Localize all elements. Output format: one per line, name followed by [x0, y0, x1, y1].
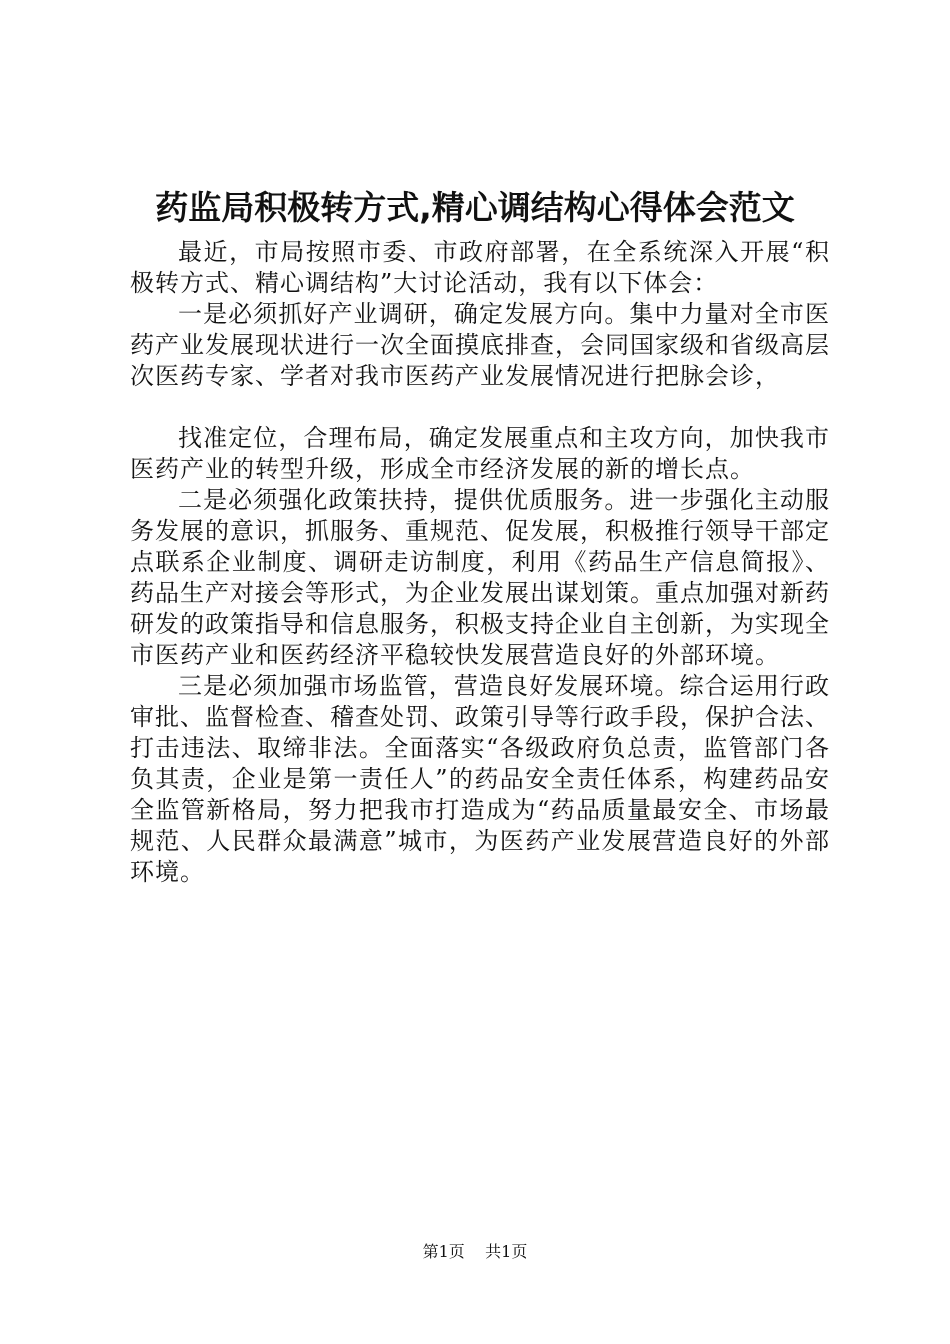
paragraph-point-one-continued: 找准定位，合理布局，确定发展重点和主攻方向，加快我市医药产业的转型升级，形成全市经济发展的新的增长点。 — [130, 424, 830, 483]
page-number-current: 第1页 — [422, 1242, 465, 1261]
document-title: 药监局积极转方式,精心调结构心得体会范文 — [155, 188, 795, 227]
paragraph-point-one: 一是必须抓好产业调研，确定发展方向。集中力量对全市医药产业发展现状进行一次全面摸底排查，会同国家级和省级高层次医药专家、学者对我市医药产业发展情况进行把脉会诊， — [130, 300, 830, 390]
paragraph-point-three: 三是必须加强市场监管，营造良好发展环境。综合运用行政审批、监督检查、稽查处罚、政策引导等行政手段，保护合法、打击违法、取缔非法。全面落实“各级政府负总责，监管部门各负其责，企业是第一责任人”的药品安全责任体系，构建药品安全监管新格局，努力把我市打造成为“药品质量最安全、市场最规范、人民群众最满意”城市，为医药产业发展营造良好的外部环境。 — [130, 672, 830, 886]
page-number-separator — [470, 1242, 480, 1261]
paragraph-point-two: 二是必须强化政策扶持，提供优质服务。进一步强化主动服务发展的意识，抓服务、重规范、促发展，积极推行领导干部定点联系企业制度、调研走访制度，利用《药品生产信息简报》、药品生产对接会等形式，为企业发展出谋划策。重点加强对新药研发的政策指导和信息服务，积极支持企业自主创新，为实现全市医药产业和医药经济平稳较快发展营造良好的外部环境。 — [130, 486, 830, 669]
document-body — [130, 237, 830, 888]
page-number-total: 共1页 — [485, 1242, 528, 1261]
page-footer — [0, 1240, 950, 1264]
paragraph-intro: 最近，市局按照市委、市政府部署，在全系统深入开展“积极转方式、精心调结构”大讨论活动，我有以下体会： — [130, 238, 830, 297]
